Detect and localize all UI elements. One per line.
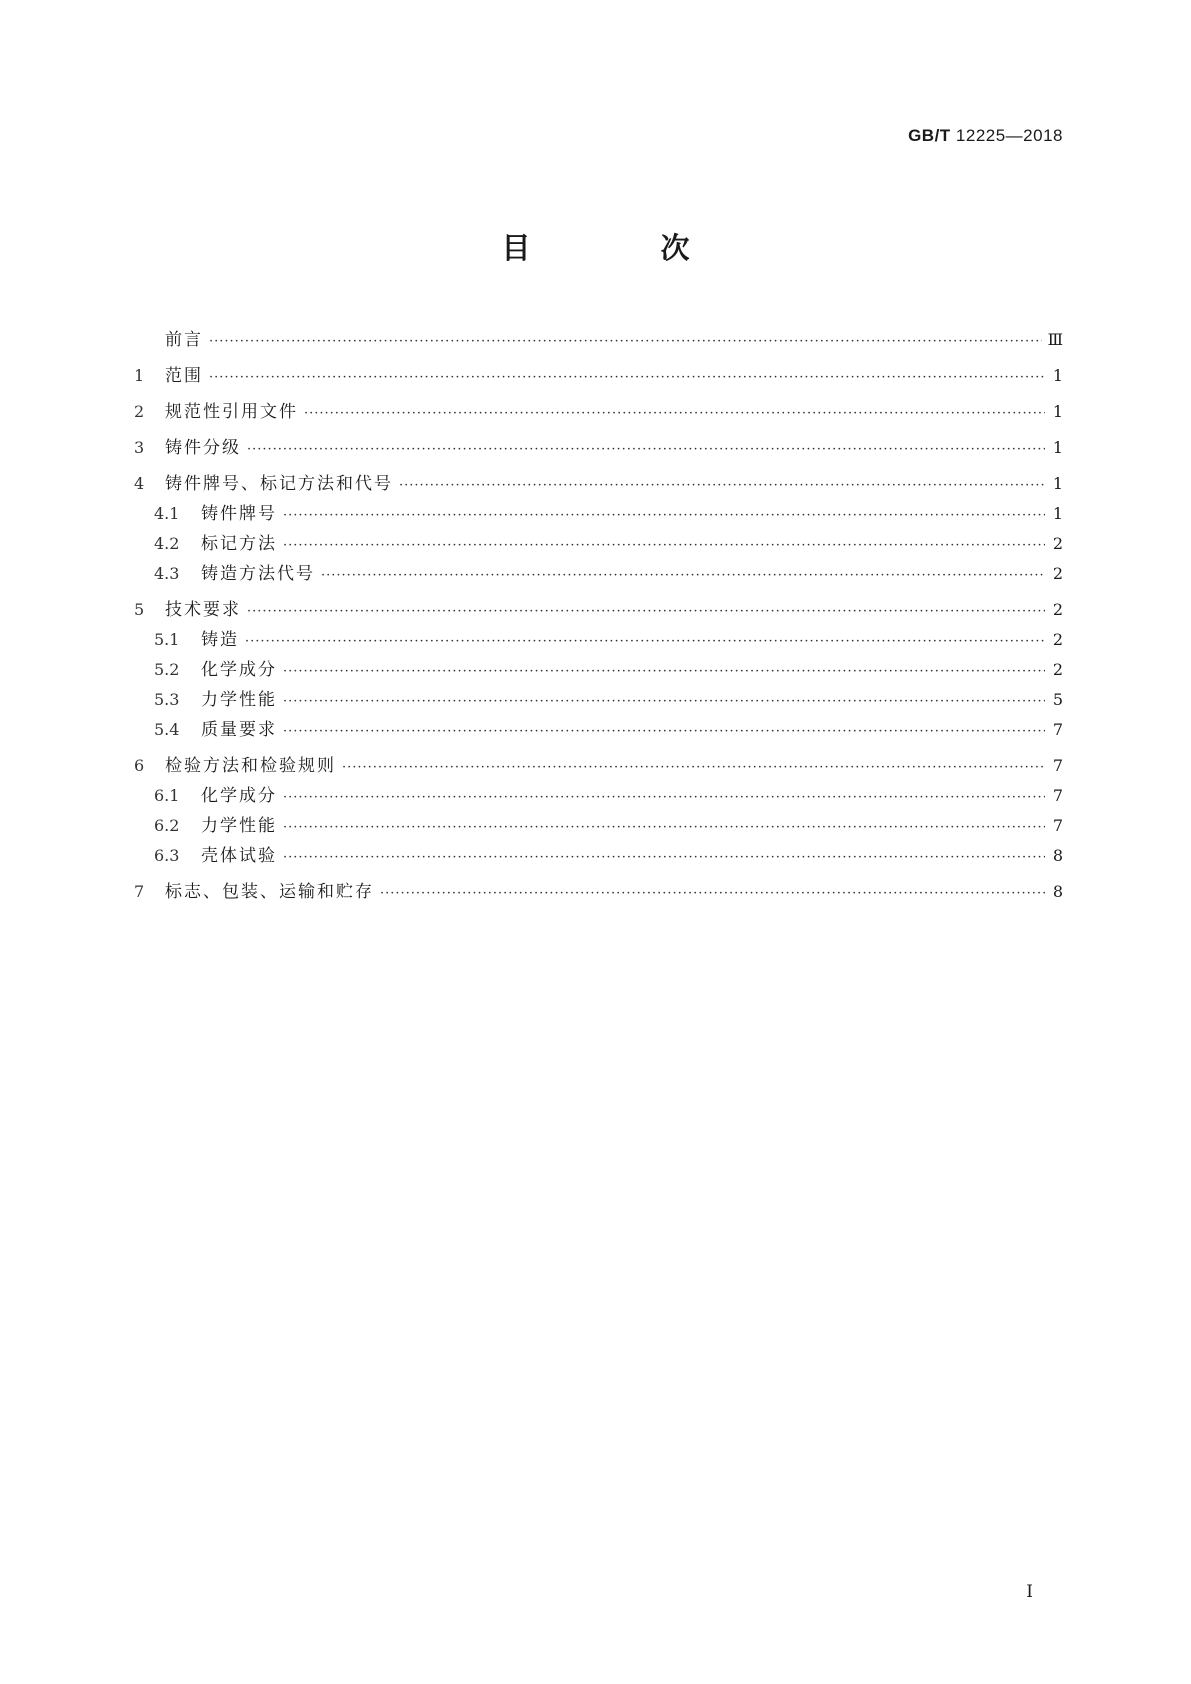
toc-entry-number: 4 bbox=[134, 474, 145, 493]
toc-entry-page: 2 bbox=[1052, 660, 1063, 679]
toc-entry-title: 检验方法和检验规则 bbox=[165, 756, 336, 776]
toc-entry-2[interactable] bbox=[134, 397, 1063, 427]
toc-dot-leader bbox=[283, 657, 1045, 687]
toc-entry-number: 7 bbox=[134, 882, 145, 901]
toc-entry-page: Ⅲ bbox=[1047, 330, 1063, 349]
toc-entry-number: 6.3 bbox=[154, 846, 180, 865]
toc-dot-leader bbox=[283, 687, 1045, 717]
toc-dot-leader bbox=[283, 843, 1045, 873]
toc-entry-number: 5.4 bbox=[154, 720, 180, 739]
toc-entry-number: 2 bbox=[134, 402, 145, 421]
toc-dot-leader bbox=[209, 363, 1045, 393]
toc-entry-number: 5.2 bbox=[154, 660, 180, 679]
toc-entry-title: 标志、包装、运输和贮存 bbox=[165, 882, 374, 902]
table-of-contents bbox=[134, 325, 1063, 907]
toc-entry-5-4[interactable] bbox=[134, 715, 1063, 745]
standard-code-number: 12225—2018 bbox=[955, 126, 1063, 145]
toc-entry-6[interactable] bbox=[134, 751, 1063, 781]
toc-entry-foreword[interactable] bbox=[134, 325, 1063, 355]
toc-entry-page: 1 bbox=[1052, 366, 1063, 385]
toc-entry-number: 6.2 bbox=[154, 816, 180, 835]
toc-dot-leader bbox=[321, 561, 1045, 591]
standard-code-prefix: GB/T bbox=[908, 126, 951, 145]
toc-dot-leader bbox=[380, 879, 1045, 909]
toc-dot-leader bbox=[283, 501, 1045, 531]
toc-entry-number: 4.2 bbox=[154, 534, 180, 553]
toc-entry-title: 力学性能 bbox=[201, 816, 277, 836]
toc-entry-number: 3 bbox=[134, 438, 145, 457]
toc-entry-number: 1 bbox=[134, 366, 145, 385]
toc-entry-6-3[interactable] bbox=[134, 841, 1063, 871]
toc-entry-title: 化学成分 bbox=[201, 660, 277, 680]
toc-dot-leader bbox=[247, 597, 1045, 627]
toc-dot-leader bbox=[283, 813, 1045, 843]
toc-entry-page: 1 bbox=[1052, 474, 1063, 493]
toc-entry-4-2[interactable] bbox=[134, 529, 1063, 559]
toc-entry-4-3[interactable] bbox=[134, 559, 1063, 589]
toc-entry-page: 7 bbox=[1052, 816, 1063, 835]
toc-entry-page: 1 bbox=[1052, 504, 1063, 523]
toc-dot-leader bbox=[304, 399, 1045, 429]
toc-entry-6-1[interactable] bbox=[134, 781, 1063, 811]
toc-entry-title: 技术要求 bbox=[165, 600, 241, 620]
toc-entry-page: 1 bbox=[1052, 402, 1063, 421]
toc-entry-page: 1 bbox=[1052, 438, 1063, 457]
toc-entry-4[interactable] bbox=[134, 469, 1063, 499]
toc-entry-title: 力学性能 bbox=[201, 690, 277, 710]
toc-entry-number: 6 bbox=[134, 756, 145, 775]
toc-entry-5-2[interactable] bbox=[134, 655, 1063, 685]
toc-entry-page: 7 bbox=[1052, 720, 1063, 739]
toc-dot-leader bbox=[342, 753, 1045, 783]
toc-entry-title: 前言 bbox=[165, 330, 203, 350]
toc-entry-5-1[interactable] bbox=[134, 625, 1063, 655]
toc-entry-title: 化学成分 bbox=[201, 786, 277, 806]
toc-entry-3[interactable] bbox=[134, 433, 1063, 463]
toc-dot-leader bbox=[283, 531, 1045, 561]
toc-entry-6-2[interactable] bbox=[134, 811, 1063, 841]
toc-entry-page: 7 bbox=[1052, 786, 1063, 805]
toc-dot-leader bbox=[247, 435, 1045, 465]
toc-entry-title: 铸件牌号、标记方法和代号 bbox=[165, 474, 393, 494]
toc-entry-5-3[interactable] bbox=[134, 685, 1063, 715]
toc-entry-page: 8 bbox=[1052, 882, 1063, 901]
toc-entry-title: 壳体试验 bbox=[201, 846, 277, 866]
toc-entry-title: 范围 bbox=[165, 366, 203, 386]
toc-dot-leader bbox=[283, 783, 1045, 813]
toc-entry-page: 2 bbox=[1052, 564, 1063, 583]
toc-entry-page: 5 bbox=[1052, 690, 1063, 709]
toc-entry-number: 5.1 bbox=[154, 630, 180, 649]
toc-entry-7[interactable] bbox=[134, 877, 1063, 907]
page-number: Ⅰ bbox=[1026, 1582, 1033, 1602]
toc-dot-leader bbox=[245, 627, 1045, 657]
toc-entry-5[interactable] bbox=[134, 595, 1063, 625]
toc-dot-leader bbox=[399, 471, 1045, 501]
toc-entry-4-1[interactable] bbox=[134, 499, 1063, 529]
toc-entry-number: 4.1 bbox=[154, 504, 180, 523]
toc-entry-title: 质量要求 bbox=[201, 720, 277, 740]
toc-entry-title: 规范性引用文件 bbox=[165, 402, 298, 422]
toc-entry-number: 5.3 bbox=[154, 690, 180, 709]
page-title: 目 次 bbox=[501, 231, 750, 265]
toc-entry-number: 5 bbox=[134, 600, 145, 619]
toc-entry-number: 6.1 bbox=[154, 786, 180, 805]
toc-entry-title: 铸件分级 bbox=[165, 438, 241, 458]
standard-code bbox=[908, 126, 1063, 146]
toc-entry-page: 2 bbox=[1052, 630, 1063, 649]
toc-entry-page: 8 bbox=[1052, 846, 1063, 865]
toc-entry-title: 铸件牌号 bbox=[201, 504, 277, 524]
toc-dot-leader bbox=[283, 717, 1045, 747]
toc-entry-page: 2 bbox=[1052, 534, 1063, 553]
toc-entry-page: 2 bbox=[1052, 600, 1063, 619]
toc-entry-1[interactable] bbox=[134, 361, 1063, 391]
toc-entry-number: 4.3 bbox=[154, 564, 180, 583]
toc-entry-page: 7 bbox=[1052, 756, 1063, 775]
toc-entry-title: 标记方法 bbox=[201, 534, 277, 554]
toc-dot-leader bbox=[209, 327, 1042, 357]
toc-entry-title: 铸造方法代号 bbox=[201, 564, 315, 584]
toc-entry-title: 铸造 bbox=[201, 630, 239, 650]
